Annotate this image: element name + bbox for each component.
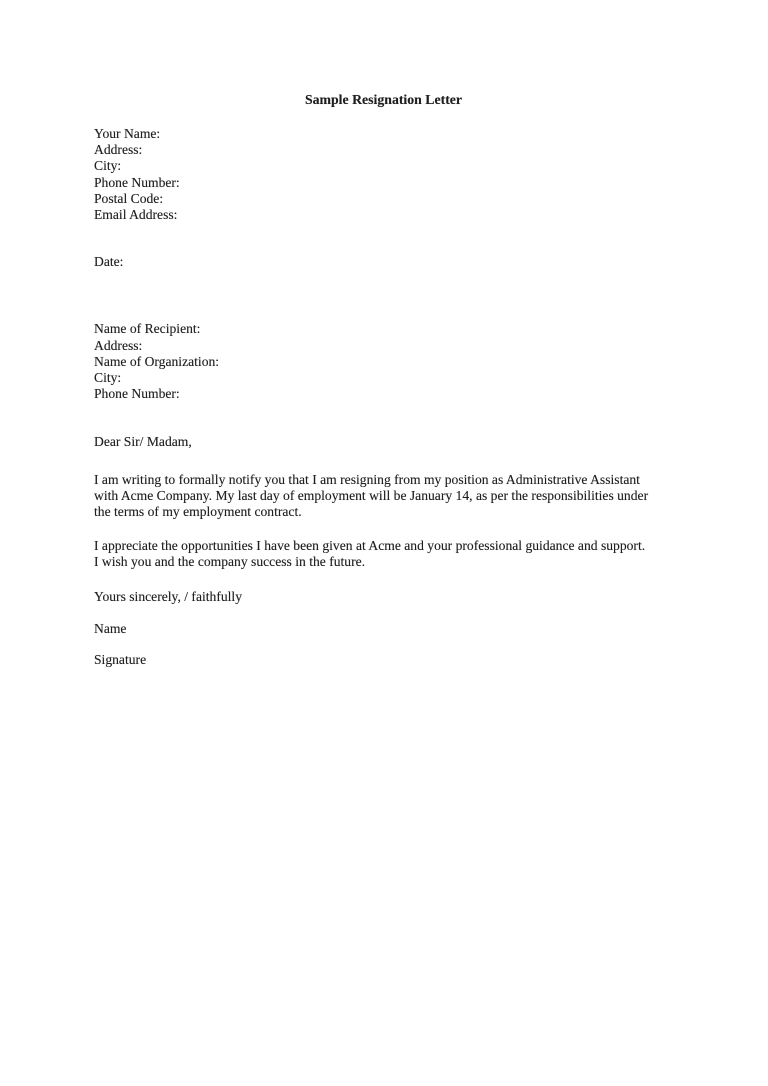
recipient-name-label: Name of Recipient:: [94, 321, 201, 337]
body-paragraph-1: [94, 472, 673, 521]
signature-name-placeholder: Name: [94, 620, 127, 636]
body-paragraph-2: [94, 538, 673, 570]
paragraph-2-line-2: I wish you and the company success in the future.: [94, 554, 366, 570]
recipient-info-block: [94, 321, 673, 402]
sender-your-name-label: Your Name:: [94, 126, 161, 141]
sender-info-block: [94, 126, 673, 223]
sender-address-label: Address:: [94, 142, 143, 158]
sender-phone-label: Phone Number:: [94, 174, 180, 190]
date-label: Date:: [94, 254, 124, 270]
paragraph-2-line-1: I appreciate the opportunities I have been given at Acme and your professional guidance and support.: [94, 538, 646, 554]
recipient-phone-label: Phone Number:: [94, 386, 180, 402]
recipient-address-label: Address:: [94, 337, 143, 353]
recipient-city-label: City:: [94, 370, 122, 386]
sender-postal-code-label: Postal Code:: [94, 190, 164, 206]
sender-city-label: City:: [94, 158, 122, 174]
sender-email-label: Email Address:: [94, 207, 178, 223]
recipient-organization-label: Name of Organization:: [94, 353, 220, 369]
paragraph-1-line-2: with Acme Company. My last day of employment will be January 14, as per the responsibilities under: [94, 487, 649, 503]
paragraph-1-line-3: the terms of my employment contract.: [94, 504, 302, 520]
closing-line: Yours sincerely, / faithfully: [94, 588, 243, 604]
signature-label: Signature: [94, 652, 147, 668]
salutation: Dear Sir/ Madam,: [94, 434, 192, 450]
letter-title: Sample Resignation Letter: [304, 92, 463, 107]
paragraph-1-line-1: I am writing to formally notify you that I am resigning from my position as Administrative Assistant: [94, 471, 640, 487]
